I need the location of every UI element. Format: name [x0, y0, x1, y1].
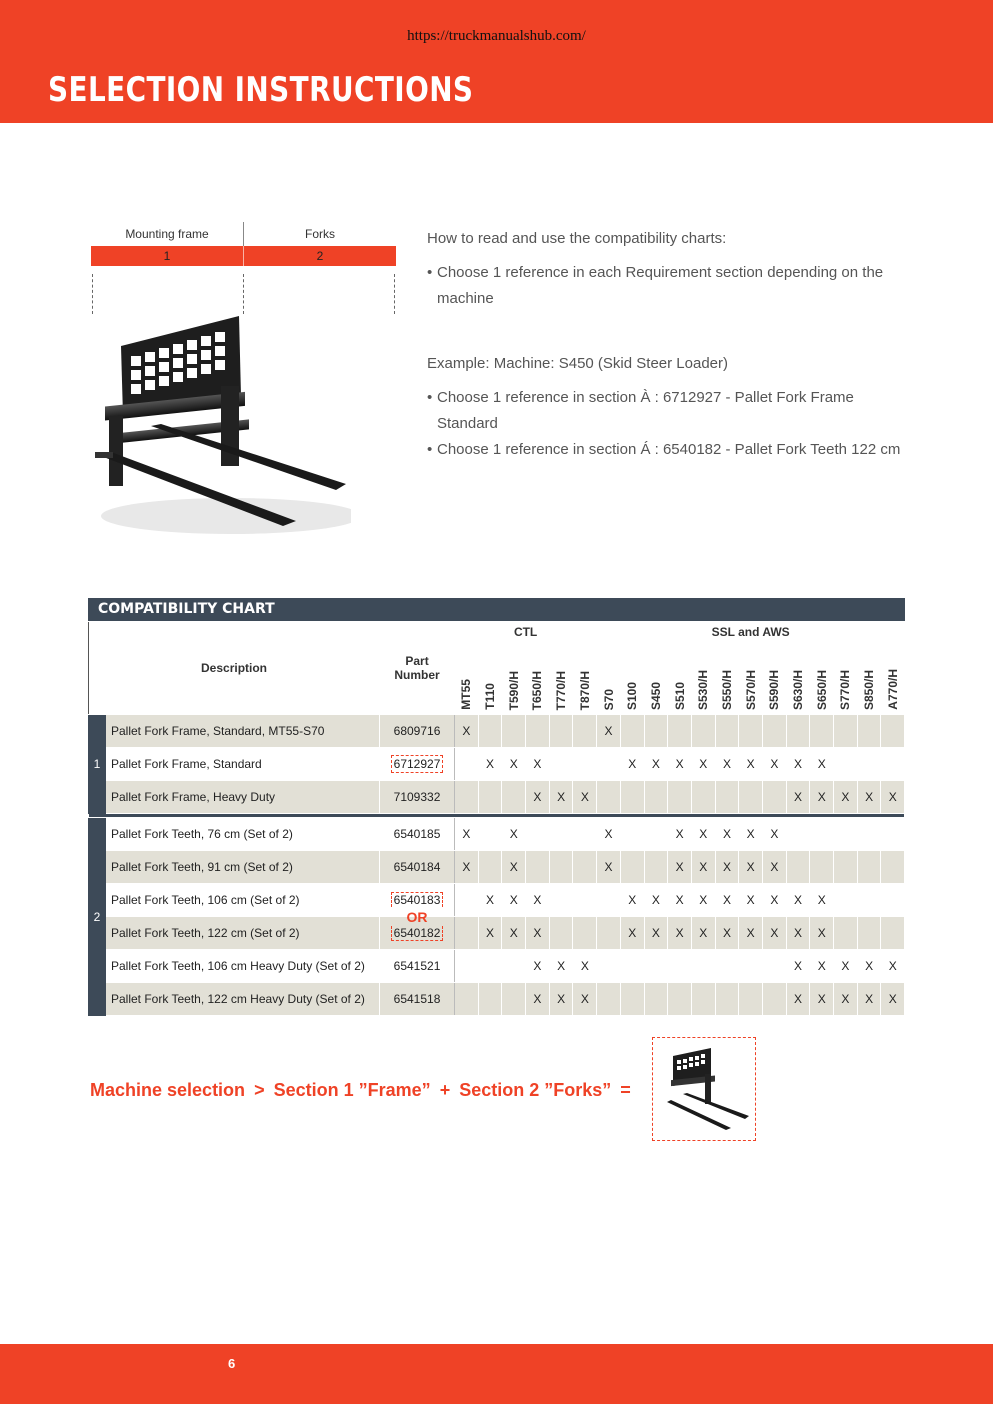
- compat-cell: [668, 715, 692, 748]
- compat-cell: X: [502, 851, 526, 884]
- page-header: [0, 0, 993, 123]
- compat-cell: X: [715, 917, 739, 950]
- compat-cell: X: [786, 950, 810, 983]
- section-number-cell: 2: [89, 818, 106, 1016]
- compat-cell: X: [739, 748, 763, 781]
- model-label: S630/H: [791, 669, 806, 710]
- compat-cell: X: [691, 917, 715, 950]
- compat-cell: X: [739, 818, 763, 851]
- compat-cell: [715, 781, 739, 814]
- compat-cell: [549, 818, 573, 851]
- compat-cell: X: [455, 818, 479, 851]
- model-header: [526, 642, 550, 715]
- model-header: [478, 642, 502, 715]
- compat-cell: X: [834, 781, 858, 814]
- table-row: [89, 950, 905, 983]
- compat-cell: [834, 884, 858, 917]
- compat-cell: X: [763, 748, 787, 781]
- compat-cell: [857, 748, 881, 781]
- compat-cell: [834, 917, 858, 950]
- compat-cell: X: [502, 917, 526, 950]
- compat-cell: [549, 884, 573, 917]
- compat-cell: X: [691, 818, 715, 851]
- compat-cell: [834, 818, 858, 851]
- compat-cell: [857, 715, 881, 748]
- compat-cell: X: [810, 983, 834, 1016]
- model-header: [455, 642, 479, 715]
- compat-cell: X: [715, 818, 739, 851]
- compat-cell: [857, 917, 881, 950]
- compat-cell: X: [573, 983, 597, 1016]
- compat-cell: X: [691, 884, 715, 917]
- compat-cell: [691, 983, 715, 1016]
- compat-cell: X: [715, 748, 739, 781]
- model-label: T770/H: [554, 670, 569, 710]
- compat-cell: [597, 748, 621, 781]
- compat-cell: [455, 917, 479, 950]
- compat-cell: X: [763, 917, 787, 950]
- howto-bullet-2: • Choose 1 reference in section À : 6712927 - Pallet Fork Frame Standard: [427, 385, 917, 437]
- compat-cell: [644, 818, 668, 851]
- table-row: [89, 983, 905, 1016]
- fork-diagram: [91, 222, 396, 537]
- compat-cell: [739, 983, 763, 1016]
- description-cell: Pallet Fork Teeth, 91 cm (Set of 2): [106, 851, 380, 884]
- compat-cell: [763, 715, 787, 748]
- description-cell: Pallet Fork Frame, Standard: [106, 748, 380, 781]
- compat-cell: X: [739, 851, 763, 884]
- compat-cell: [763, 950, 787, 983]
- compat-cell: [597, 950, 621, 983]
- model-header: [881, 642, 905, 715]
- section-number-cell: 1: [89, 715, 106, 814]
- model-label: S530/H: [696, 669, 711, 710]
- compat-cell: X: [668, 851, 692, 884]
- compat-cell: [573, 818, 597, 851]
- compat-cell: X: [763, 851, 787, 884]
- compat-cell: [573, 851, 597, 884]
- compat-cell: [526, 851, 550, 884]
- compat-cell: X: [668, 748, 692, 781]
- compat-cell: X: [597, 818, 621, 851]
- compat-cell: [502, 950, 526, 983]
- compat-cell: [739, 715, 763, 748]
- compat-cell: [597, 983, 621, 1016]
- compat-cell: [715, 715, 739, 748]
- compat-cell: [455, 983, 479, 1016]
- compat-cell: [549, 715, 573, 748]
- compat-cell: X: [691, 851, 715, 884]
- part-number: 6540182: [391, 926, 444, 941]
- description-cell: Pallet Fork Teeth, 106 cm Heavy Duty (Set of 2): [106, 950, 380, 983]
- compat-cell: [573, 715, 597, 748]
- compat-cell: X: [857, 781, 881, 814]
- pallet-fork-image: [91, 316, 351, 536]
- description-cell: Pallet Fork Frame, Standard, MT55-S70: [106, 715, 380, 748]
- compat-cell: X: [834, 983, 858, 1016]
- compat-cell: [881, 884, 905, 917]
- dash-line-right: [394, 274, 395, 314]
- compat-cell: X: [786, 917, 810, 950]
- compat-cell: X: [881, 983, 905, 1016]
- compat-cell: [573, 884, 597, 917]
- compat-cell: X: [455, 851, 479, 884]
- compat-cell: [478, 818, 502, 851]
- compat-cell: X: [478, 917, 502, 950]
- compat-cell: [455, 950, 479, 983]
- diagram-labels: [91, 222, 396, 246]
- part-number-cell: [380, 818, 455, 851]
- page-number: 6: [228, 1356, 236, 1371]
- part-number: 6809716: [393, 724, 441, 738]
- header-part-line-2: Number: [394, 668, 440, 682]
- header-part-number: [380, 622, 455, 715]
- formula-machine: Machine selection: [90, 1080, 246, 1100]
- compat-cell: [857, 818, 881, 851]
- model-header: [739, 642, 763, 715]
- compat-cell: [597, 781, 621, 814]
- model-header: [620, 642, 644, 715]
- compat-cell: [668, 950, 692, 983]
- compat-cell: [549, 748, 573, 781]
- compat-cell: [478, 781, 502, 814]
- compat-cell: [478, 950, 502, 983]
- compat-cell: X: [857, 950, 881, 983]
- howto-bullet-1: • Choose 1 reference in each Requirement section depending on the machine: [427, 260, 917, 312]
- description-cell: Pallet Fork Teeth, 122 cm Heavy Duty (Set of 2): [106, 983, 380, 1016]
- compat-cell: X: [644, 748, 668, 781]
- selection-formula: [90, 1080, 635, 1101]
- formula-section-1: Section 1 ”Frame”: [273, 1080, 431, 1100]
- compat-cell: [881, 851, 905, 884]
- compat-cell: [597, 884, 621, 917]
- model-header: [715, 642, 739, 715]
- header-group-ctl: CTL: [455, 622, 597, 642]
- model-label: MT55: [459, 679, 474, 710]
- part-number: 6540183: [391, 892, 444, 907]
- compat-cell: [691, 781, 715, 814]
- model-label: T650/H: [530, 670, 545, 710]
- compat-cell: [478, 983, 502, 1016]
- compat-cell: [834, 748, 858, 781]
- section-number-1: 1: [91, 246, 244, 266]
- compat-cell: X: [691, 748, 715, 781]
- compat-cell: [834, 851, 858, 884]
- compat-cell: X: [810, 950, 834, 983]
- howto-bullet-3: • Choose 1 reference in section Á : 6540182 - Pallet Fork Teeth 122 cm: [427, 437, 917, 463]
- model-label: S450: [648, 681, 663, 710]
- table-row: [89, 818, 905, 851]
- compat-cell: X: [502, 748, 526, 781]
- compat-cell: [526, 818, 550, 851]
- section-number-2: 2: [316, 249, 324, 263]
- model-header: [502, 642, 526, 715]
- compat-cell: [668, 781, 692, 814]
- compat-cell: X: [763, 818, 787, 851]
- compat-cell: X: [526, 781, 550, 814]
- compat-cell: [644, 715, 668, 748]
- compat-cell: [620, 983, 644, 1016]
- compat-cell: [763, 983, 787, 1016]
- model-label: T870/H: [577, 670, 592, 710]
- diagram-section-bar: [91, 246, 396, 266]
- source-url[interactable]: https://truckmanualshub.com/: [407, 28, 586, 44]
- compat-cell: [691, 715, 715, 748]
- part-number: 6540184: [393, 860, 441, 874]
- part-number-cell: [380, 884, 455, 925]
- model-header: [644, 642, 668, 715]
- compat-cell: X: [478, 748, 502, 781]
- model-header: [857, 642, 881, 715]
- compat-cell: X: [715, 884, 739, 917]
- compat-cell: [573, 748, 597, 781]
- part-number-cell: [380, 781, 455, 814]
- compat-cell: [834, 715, 858, 748]
- compat-cell: [573, 917, 597, 950]
- compat-cell: [881, 917, 905, 950]
- howto-example: Example: Machine: S450 (Skid Steer Loader): [427, 355, 728, 372]
- compat-cell: X: [502, 818, 526, 851]
- compat-cell: [644, 851, 668, 884]
- compat-cell: X: [549, 950, 573, 983]
- pallet-fork-thumbnail-image: [653, 1038, 753, 1138]
- model-label: S850/H: [862, 669, 877, 710]
- compat-cell: [810, 818, 834, 851]
- compat-cell: X: [526, 983, 550, 1016]
- compat-cell: X: [668, 818, 692, 851]
- howto-intro: How to read and use the compatibility charts:: [427, 230, 727, 247]
- compat-cell: [502, 715, 526, 748]
- model-header: [549, 642, 573, 715]
- formula-section-2: Section 2 ”Forks”: [459, 1080, 612, 1100]
- part-number-cell: [380, 748, 455, 781]
- compat-cell: [549, 917, 573, 950]
- model-header: [763, 642, 787, 715]
- model-header: [786, 642, 810, 715]
- chart-title: COMPATIBILITY CHART: [88, 598, 905, 621]
- part-number-cell: [380, 983, 455, 1016]
- compat-cell: [881, 818, 905, 851]
- model-label: S70: [601, 688, 616, 710]
- compat-cell: X: [573, 781, 597, 814]
- formula-equals: =: [620, 1080, 631, 1100]
- compat-cell: [857, 851, 881, 884]
- compat-cell: [786, 715, 810, 748]
- compat-cell: X: [526, 950, 550, 983]
- model-label: S510: [672, 681, 687, 710]
- model-label: S570/H: [743, 669, 758, 710]
- part-number-cell: [380, 950, 455, 983]
- or-label: OR: [406, 909, 428, 925]
- compat-cell: [478, 851, 502, 884]
- table-row: [89, 715, 905, 748]
- compat-cell: [810, 851, 834, 884]
- compat-cell: X: [455, 715, 479, 748]
- description-cell: Pallet Fork Teeth, 106 cm (Set of 2): [106, 884, 380, 917]
- compat-cell: [549, 851, 573, 884]
- model-label: S100: [625, 681, 640, 710]
- compat-cell: X: [715, 851, 739, 884]
- page-title: SELECTION INSTRUCTIONS: [48, 70, 474, 110]
- model-label: S650/H: [814, 669, 829, 710]
- table-row: [89, 851, 905, 884]
- formula-gt: >: [254, 1080, 265, 1100]
- part-number: 6712927: [391, 755, 444, 773]
- compat-cell: [502, 983, 526, 1016]
- model-header: [597, 642, 621, 715]
- model-label: A770/H: [885, 669, 900, 710]
- compat-cell: [739, 781, 763, 814]
- compat-cell: X: [786, 983, 810, 1016]
- compat-cell: [526, 715, 550, 748]
- compat-cell: [597, 917, 621, 950]
- compat-cell: X: [549, 983, 573, 1016]
- table-row: [89, 748, 905, 781]
- compat-cell: X: [502, 884, 526, 917]
- header-group-ssl: SSL and AWS: [597, 622, 905, 642]
- how-to-section: [427, 229, 917, 463]
- compat-cell: [644, 781, 668, 814]
- compat-cell: X: [810, 884, 834, 917]
- compat-cell: X: [786, 781, 810, 814]
- compat-cell: X: [810, 781, 834, 814]
- label-mounting-frame: Mounting frame: [91, 222, 244, 246]
- compat-cell: [620, 818, 644, 851]
- compat-cell: X: [644, 884, 668, 917]
- compat-cell: [786, 851, 810, 884]
- compat-cell: [620, 950, 644, 983]
- compat-cell: X: [526, 884, 550, 917]
- part-number: 7109332: [393, 790, 441, 804]
- model-header: [668, 642, 692, 715]
- compat-cell: X: [881, 950, 905, 983]
- compatibility-table: [88, 621, 905, 1016]
- compat-cell: [881, 715, 905, 748]
- description-cell: Pallet Fork Frame, Heavy Duty: [106, 781, 380, 814]
- compat-cell: [810, 715, 834, 748]
- description-cell: Pallet Fork Teeth, 122 cm (Set of 2): [106, 917, 380, 950]
- compat-cell: X: [881, 781, 905, 814]
- compat-cell: X: [763, 884, 787, 917]
- formula-plus: +: [439, 1080, 451, 1100]
- compat-cell: X: [644, 917, 668, 950]
- compat-cell: [668, 983, 692, 1016]
- compat-cell: [763, 781, 787, 814]
- model-label: S770/H: [838, 669, 853, 710]
- dash-line-left: [92, 274, 93, 314]
- compat-cell: [502, 781, 526, 814]
- compat-cell: X: [786, 748, 810, 781]
- compat-cell: [715, 950, 739, 983]
- compat-cell: [644, 983, 668, 1016]
- header-part-line-1: Part: [405, 654, 429, 668]
- part-number-cell: [380, 715, 455, 748]
- compat-cell: [857, 884, 881, 917]
- compat-cell: X: [620, 917, 644, 950]
- description-cell: Pallet Fork Teeth, 76 cm (Set of 2): [106, 818, 380, 851]
- chart-body: [89, 715, 905, 1016]
- compat-cell: [620, 781, 644, 814]
- compat-cell: X: [834, 950, 858, 983]
- part-number: 6540185: [393, 827, 441, 841]
- dash-line-middle: [243, 274, 244, 314]
- model-header: [810, 642, 834, 715]
- compat-cell: X: [786, 884, 810, 917]
- compat-cell: X: [549, 781, 573, 814]
- compat-cell: X: [597, 851, 621, 884]
- compat-cell: [691, 950, 715, 983]
- model-label: T590/H: [506, 670, 521, 710]
- compat-cell: X: [810, 917, 834, 950]
- compat-cell: X: [668, 884, 692, 917]
- table-row: [89, 917, 905, 950]
- compat-cell: [881, 748, 905, 781]
- part-number: 6541521: [393, 959, 441, 973]
- model-label: T110: [483, 683, 498, 710]
- compat-cell: X: [478, 884, 502, 917]
- compat-cell: X: [668, 917, 692, 950]
- compat-cell: X: [573, 950, 597, 983]
- compat-cell: X: [857, 983, 881, 1016]
- model-label: S550/H: [719, 669, 734, 710]
- model-label: S590/H: [767, 669, 782, 710]
- label-forks: Forks: [305, 227, 335, 241]
- compat-cell: X: [526, 917, 550, 950]
- compat-cell: X: [620, 884, 644, 917]
- table-row: [89, 884, 905, 917]
- part-number: 6541518: [393, 992, 441, 1006]
- compat-cell: X: [810, 748, 834, 781]
- compatibility-chart: [88, 598, 905, 1016]
- model-header: [573, 642, 597, 715]
- model-header: [691, 642, 715, 715]
- result-thumbnail: [652, 1037, 756, 1141]
- compat-cell: [455, 748, 479, 781]
- compat-cell: X: [620, 748, 644, 781]
- compat-cell: [644, 950, 668, 983]
- table-row: [89, 781, 905, 814]
- model-header: [834, 642, 858, 715]
- compat-cell: [478, 715, 502, 748]
- compat-cell: X: [597, 715, 621, 748]
- compat-cell: X: [526, 748, 550, 781]
- compat-cell: [620, 851, 644, 884]
- compat-cell: [620, 715, 644, 748]
- part-number-cell: [380, 851, 455, 884]
- compat-cell: X: [739, 917, 763, 950]
- compat-cell: [786, 818, 810, 851]
- compat-cell: [739, 950, 763, 983]
- compat-cell: [455, 781, 479, 814]
- page-footer: [0, 1344, 993, 1404]
- header-description: Description: [89, 622, 380, 715]
- compat-cell: [455, 884, 479, 917]
- compat-cell: X: [739, 884, 763, 917]
- compat-cell: [715, 983, 739, 1016]
